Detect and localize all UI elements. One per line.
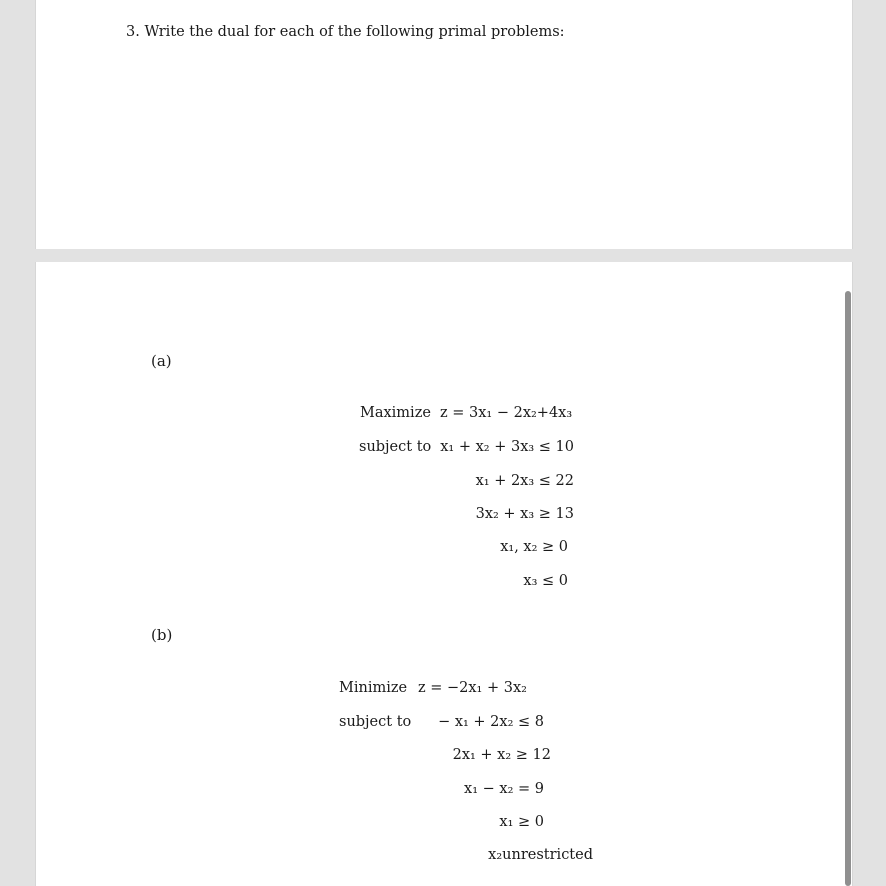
part-b-constraint-3: x₁ − x₂ = 9: [464, 781, 544, 797]
part-b-subject-to: subject to: [339, 714, 412, 730]
part-a-constraint-4: x₁, x₂ ≥ 0: [500, 539, 568, 555]
part-a-objective: z = 3x₁ − 2x₂+4x₃: [440, 405, 573, 421]
question-text: 3. Write the dual for each of the following primal problems:: [126, 24, 565, 40]
part-a-constraint-3: 3x₂ + x₃ ≥ 13: [475, 506, 574, 522]
part-a-objective-keyword: Maximize: [360, 405, 431, 421]
vertical-scrollbar[interactable]: [845, 291, 851, 886]
part-a-label: (a): [151, 352, 172, 370]
part-b-label: (b): [151, 626, 173, 644]
part-a-constraint-1: x₁ + x₂ + 3x₃ ≤ 10: [440, 439, 574, 455]
part-a-subject-to: subject to: [359, 439, 432, 455]
part-a-constraint-2: x₁ + 2x₃ ≤ 22: [475, 473, 574, 489]
part-b-objective-keyword: Minimize: [339, 680, 408, 696]
part-a-constraint-5: x₃ ≤ 0: [523, 573, 568, 589]
part-b-constraint-1: − x₁ + 2x₂ ≤ 8: [438, 714, 544, 730]
part-b-constraint-5: x₂unrestricted: [488, 847, 593, 863]
part-b-constraint-2: 2x₁ + x₂ ≥ 12: [452, 747, 551, 763]
part-b-constraint-4: x₁ ≥ 0: [499, 814, 544, 830]
part-b-objective: z = −2x₁ + 3x₂: [418, 680, 527, 696]
